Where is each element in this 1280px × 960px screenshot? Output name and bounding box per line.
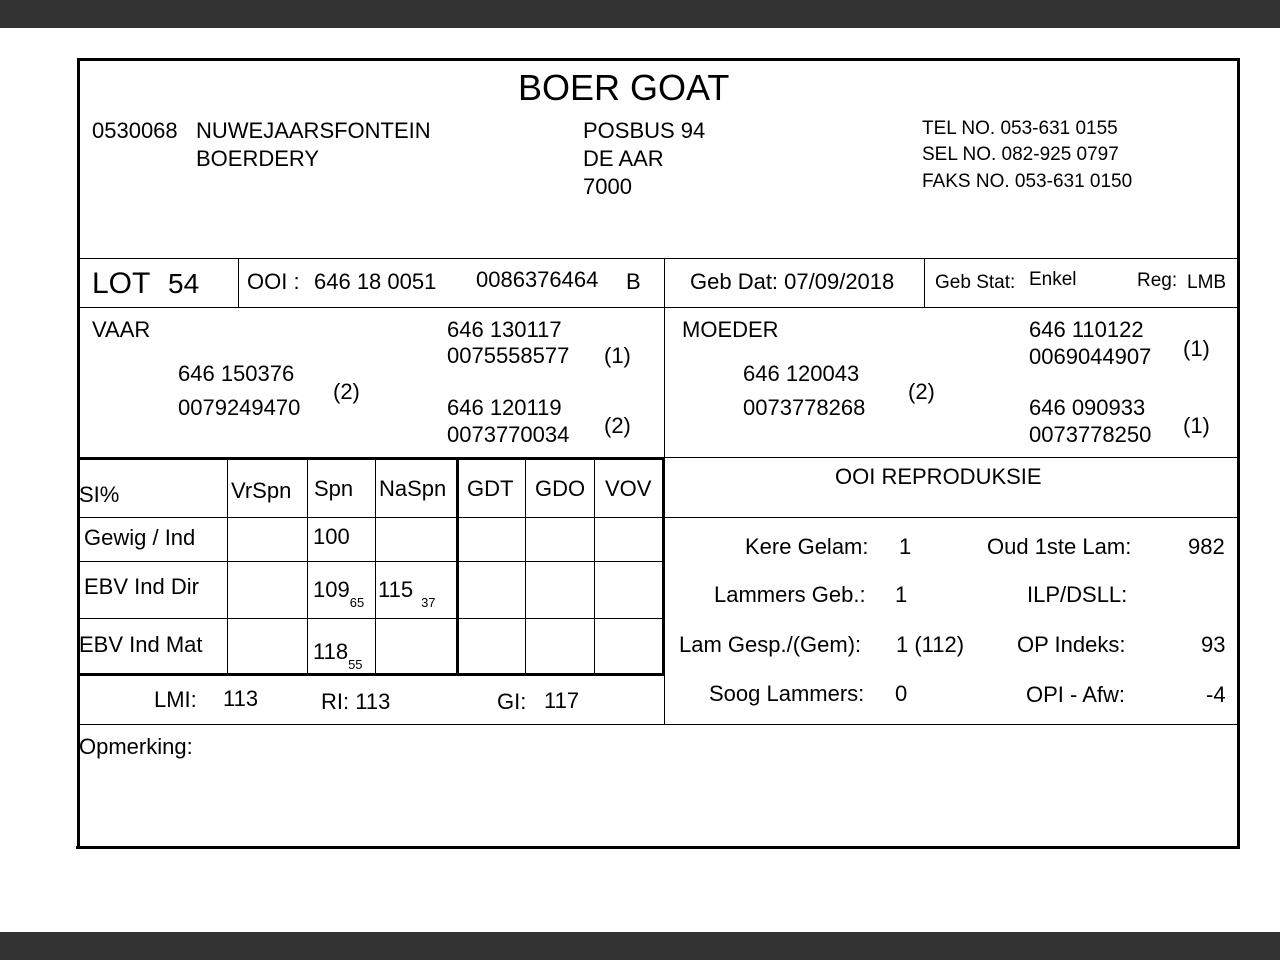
contact-faks: FAKS NO. 053-631 0150 [922, 171, 1133, 192]
card-title: BOER GOAT [518, 67, 730, 108]
lam-gesp-label: Lam Gesp./(Gem): [679, 632, 862, 657]
birth-status-value: Enkel [1029, 269, 1077, 290]
perf-row1-line [79, 561, 664, 562]
reg-value: LMB [1187, 272, 1227, 293]
perf-header-line [79, 517, 664, 518]
address-line2: DE AAR [583, 146, 664, 171]
vaar-sire-id: 646 150376 [178, 361, 295, 386]
vaar-sire-reg: 0079249470 [178, 395, 301, 420]
opi-value: -4 [1206, 682, 1226, 707]
lot-row-top-line [79, 258, 1239, 259]
address-line3: 7000 [583, 174, 632, 199]
lammers-geb-label: Lammers Geb.: [714, 582, 866, 607]
reg-label: Reg: [1137, 270, 1178, 291]
owner-code: 0530068 [92, 118, 178, 143]
moeder-label: MOEDER [682, 317, 779, 342]
vaar-grand-sire-id: 646 130117 [447, 317, 562, 342]
remarks-label: Opmerking: [79, 734, 193, 759]
ooi-class: B [626, 269, 641, 294]
perf-header-vrspn: VrSpn [231, 478, 292, 503]
vaar-grand-dam-note: (2) [604, 413, 631, 438]
kere-gelam-value: 1 [899, 534, 912, 559]
perf-header-naspn: NaSpn [379, 476, 447, 501]
perf-col-line-4 [456, 457, 459, 674]
frame-bottom [76, 846, 1240, 849]
opi-label: OPI - Afw: [1026, 682, 1126, 707]
kere-gelam-label: Kere Gelam: [745, 534, 869, 559]
oud-label: Oud 1ste Lam: [987, 534, 1132, 559]
perf-cell-value: 118 [313, 639, 349, 664]
gi-value: 117 [544, 688, 580, 713]
perf-header-si: SI% [79, 482, 120, 507]
moeder-grand-sire-reg: 0069044907 [1029, 344, 1152, 369]
perf-col-line-6 [594, 457, 595, 674]
oud-value: 982 [1188, 534, 1225, 559]
perf-row2-line [79, 618, 664, 619]
perf-table-bottom-line [78, 673, 665, 676]
ri-value: RI: 113 [321, 689, 391, 714]
perf-header-vov: VOV [605, 476, 652, 501]
perf-cell-naspn [378, 577, 436, 610]
lot-divider-1 [238, 258, 239, 307]
lmi-value: 113 [223, 686, 259, 711]
lammers-geb-value: 1 [895, 582, 908, 607]
perf-cell-value: 109 [313, 577, 350, 602]
frame-right [1237, 58, 1240, 849]
perf-row-label: EBV Ind Mat [79, 632, 203, 657]
perf-col-line-5 [525, 457, 526, 674]
perf-row-label: EBV Ind Dir [84, 574, 199, 599]
ooi-label: OOI : [247, 269, 300, 294]
perf-cell-accuracy: 37 [421, 595, 436, 610]
frame-left [77, 58, 80, 849]
moeder-dam-reg: 0073778268 [743, 395, 866, 420]
frame-top [77, 58, 1240, 61]
birth-date: Geb Dat: 07/09/2018 [690, 269, 895, 294]
ooi-id: 646 18 0051 [314, 269, 437, 294]
perf-cell-spn [313, 577, 365, 610]
soog-value: 0 [895, 681, 908, 706]
perf-cell-accuracy: 65 [349, 595, 365, 610]
moeder-dam-note: (2) [908, 379, 935, 404]
perf-cell-spn [313, 639, 363, 672]
lmi-label: LMI: [154, 687, 197, 712]
op-value: 93 [1201, 632, 1226, 657]
vaar-grand-dam-reg: 0073770034 [447, 422, 570, 447]
perf-header-gdt: GDT [467, 476, 514, 501]
moeder-grand-dam-reg: 0073778250 [1029, 422, 1152, 447]
lot-number: 54 [168, 268, 200, 299]
perf-row-label: Gewig / Ind [84, 525, 196, 550]
perf-cell-accuracy: 55 [348, 657, 363, 672]
moeder-grand-dam-id: 646 090933 [1029, 395, 1146, 420]
indices-bottom-line [79, 724, 1239, 725]
ooi-reg: 0086376464 [476, 267, 599, 292]
vaar-label: VAAR [92, 317, 151, 342]
vaar-sire-note: (2) [333, 379, 360, 404]
lot-divider-3 [924, 258, 925, 307]
contact-tel: TEL NO. 053-631 0155 [922, 118, 1118, 139]
moeder-dam-id: 646 120043 [743, 361, 860, 386]
soog-label: Soog Lammers: [709, 681, 865, 706]
perf-table-top-line [78, 457, 665, 460]
perf-header-spn: Spn [314, 476, 354, 501]
vaar-grand-sire-note: (1) [604, 343, 631, 368]
perf-cell-spn: 100 [313, 524, 350, 549]
gi-label: GI: [497, 689, 527, 714]
perf-col-line-3 [375, 457, 376, 674]
perf-col-line-7 [662, 457, 665, 674]
moeder-grand-dam-note: (1) [1183, 413, 1210, 438]
op-label: OP Indeks: [1017, 632, 1126, 657]
perf-col-line-1 [227, 457, 228, 674]
ilp-label: ILP/DSLL: [1027, 582, 1128, 607]
lam-gesp-value: 1 (112) [896, 632, 965, 657]
repro-title: OOI REPRODUKSIE [835, 464, 1042, 489]
contact-sel: SEL NO. 082-925 0797 [922, 144, 1119, 165]
lot-divider-2 [664, 258, 665, 307]
moeder-grand-sire-note: (1) [1183, 336, 1210, 361]
vaar-grand-sire-reg: 0075558577 [447, 343, 570, 368]
perf-cell-value: 115 [378, 577, 414, 602]
birth-status-label: Geb Stat: [935, 272, 1016, 293]
owner-name-line1: NUWEJAARSFONTEIN [196, 118, 431, 143]
perf-header-gdo: GDO [535, 476, 586, 501]
bottom-dark-bar [0, 932, 1280, 960]
address-line1: POSBUS 94 [583, 118, 706, 143]
top-dark-bar [0, 0, 1280, 28]
repro-title-line [664, 517, 1239, 518]
owner-name-line2: BOERDERY [196, 146, 320, 171]
lot-row-bottom-line [79, 307, 1239, 308]
perf-col-line-2 [307, 457, 308, 674]
moeder-grand-sire-id: 646 110122 [1029, 317, 1144, 342]
vaar-grand-dam-id: 646 120119 [447, 395, 562, 420]
lot-label: LOT [92, 267, 151, 300]
